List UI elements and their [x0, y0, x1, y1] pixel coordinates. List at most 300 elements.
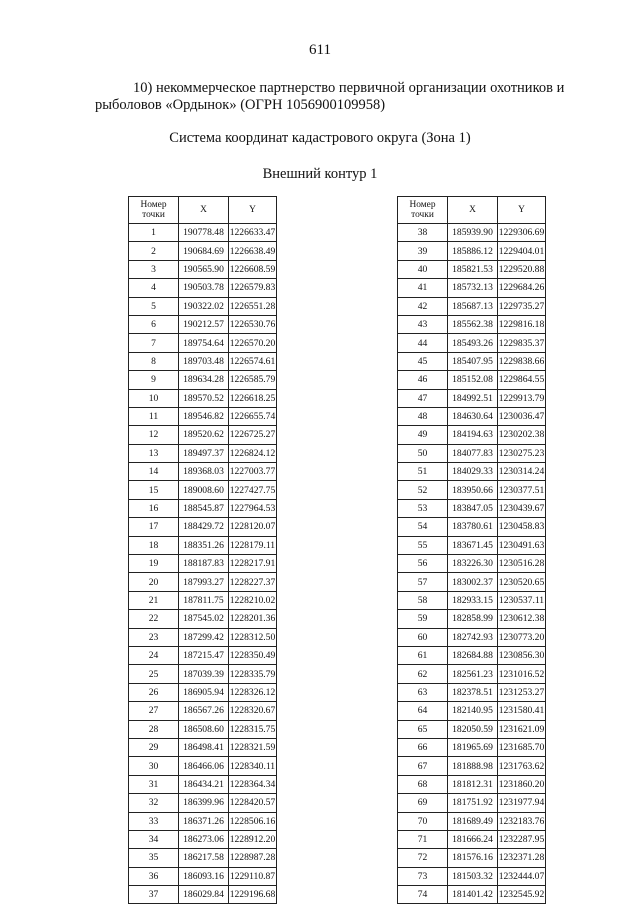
y-coordinate-cell: 1228201.36 [229, 610, 277, 628]
table-row [129, 573, 277, 591]
table-row [398, 794, 546, 812]
point-number-cell: 11 [129, 407, 179, 425]
x-coordinate-cell: 187215.47 [179, 646, 229, 664]
x-coordinate-cell: 182561.23 [448, 665, 498, 683]
y-coordinate-cell: 1226585.79 [229, 371, 277, 389]
header-point-number: Номер точки [129, 197, 179, 224]
x-coordinate-cell: 184077.83 [448, 444, 498, 462]
point-number-cell: 54 [398, 518, 448, 536]
table-row [398, 224, 546, 242]
y-coordinate-cell: 1226638.49 [229, 242, 277, 260]
x-coordinate-cell: 189546.82 [179, 407, 229, 425]
x-coordinate-cell: 181401.42 [448, 886, 498, 904]
x-coordinate-cell: 188429.72 [179, 518, 229, 536]
x-coordinate-cell: 182933.15 [448, 591, 498, 609]
point-number-cell: 14 [129, 463, 179, 481]
x-coordinate-cell: 183226.30 [448, 555, 498, 573]
table-row [129, 224, 277, 242]
table-row [398, 334, 546, 352]
y-coordinate-cell: 1232444.07 [498, 867, 546, 885]
contour-title: Внешний контур 1 [262, 166, 378, 182]
y-coordinate-cell: 1230491.63 [498, 536, 546, 554]
point-number-cell: 32 [129, 794, 179, 812]
x-coordinate-cell: 186273.06 [179, 830, 229, 848]
point-number-cell: 71 [398, 830, 448, 848]
point-number-cell: 23 [129, 628, 179, 646]
table-row [398, 279, 546, 297]
x-coordinate-cell: 189703.48 [179, 352, 229, 370]
y-coordinate-cell: 1228340.11 [229, 757, 277, 775]
point-number-cell: 1 [129, 224, 179, 242]
table-row [398, 665, 546, 683]
y-coordinate-cell: 1229835.37 [498, 334, 546, 352]
point-number-cell: 55 [398, 536, 448, 554]
y-coordinate-cell: 1231621.09 [498, 720, 546, 738]
x-coordinate-cell: 184194.63 [448, 426, 498, 444]
table-row [398, 297, 546, 315]
point-number-cell: 60 [398, 628, 448, 646]
point-number-cell: 35 [129, 849, 179, 867]
y-coordinate-cell: 1229684.26 [498, 279, 546, 297]
header-y: Y [498, 197, 546, 224]
y-coordinate-cell: 1226824.12 [229, 444, 277, 462]
table-row [398, 426, 546, 444]
table-row [129, 886, 277, 904]
x-coordinate-cell: 182858.99 [448, 610, 498, 628]
table-row [129, 720, 277, 738]
x-coordinate-cell: 186093.16 [179, 867, 229, 885]
coordinate-system-title: Система координат кадастрового округа (Зона 1) [169, 130, 471, 146]
point-number-cell: 28 [129, 720, 179, 738]
point-number-cell: 74 [398, 886, 448, 904]
point-number-cell: 70 [398, 812, 448, 830]
table-row [398, 591, 546, 609]
x-coordinate-cell: 188545.87 [179, 499, 229, 517]
table-row [129, 849, 277, 867]
y-coordinate-cell: 1228179.11 [229, 536, 277, 554]
table-row [129, 867, 277, 885]
x-coordinate-cell: 186371.26 [179, 812, 229, 830]
point-number-cell: 29 [129, 738, 179, 756]
x-coordinate-cell: 182140.95 [448, 702, 498, 720]
x-coordinate-cell: 190684.69 [179, 242, 229, 260]
point-number-cell: 61 [398, 646, 448, 664]
table-row [398, 352, 546, 370]
y-coordinate-cell: 1226574.61 [229, 352, 277, 370]
point-number-cell: 38 [398, 224, 448, 242]
y-coordinate-cell: 1228326.12 [229, 683, 277, 701]
x-coordinate-cell: 185562.38 [448, 315, 498, 333]
point-number-cell: 10 [129, 389, 179, 407]
x-coordinate-cell: 186434.21 [179, 775, 229, 793]
table-row [129, 444, 277, 462]
point-number-cell: 44 [398, 334, 448, 352]
x-coordinate-cell: 181666.24 [448, 830, 498, 848]
x-coordinate-cell: 186029.84 [179, 886, 229, 904]
point-number-cell: 40 [398, 260, 448, 278]
y-coordinate-cell: 1230856.30 [498, 646, 546, 664]
y-coordinate-cell: 1228364.34 [229, 775, 277, 793]
y-coordinate-cell: 1228335.79 [229, 665, 277, 683]
y-coordinate-cell: 1230314.24 [498, 463, 546, 481]
table-row [129, 279, 277, 297]
y-coordinate-cell: 1228350.49 [229, 646, 277, 664]
point-number-cell: 2 [129, 242, 179, 260]
point-number-cell: 49 [398, 426, 448, 444]
x-coordinate-cell: 181965.69 [448, 738, 498, 756]
y-coordinate-cell: 1230377.51 [498, 481, 546, 499]
y-coordinate-cell: 1226570.20 [229, 334, 277, 352]
x-coordinate-cell: 181888.98 [448, 757, 498, 775]
x-coordinate-cell: 189520.62 [179, 426, 229, 444]
point-number-cell: 3 [129, 260, 179, 278]
x-coordinate-cell: 184992.51 [448, 389, 498, 407]
table-row [398, 573, 546, 591]
y-coordinate-cell: 1232287.95 [498, 830, 546, 848]
point-number-cell: 12 [129, 426, 179, 444]
x-coordinate-cell: 186217.58 [179, 849, 229, 867]
table-row [398, 242, 546, 260]
point-number-cell: 56 [398, 555, 448, 573]
table-row [129, 812, 277, 830]
table-row [398, 371, 546, 389]
y-coordinate-cell: 1228321.59 [229, 738, 277, 756]
y-coordinate-cell: 1229520.88 [498, 260, 546, 278]
table-row [129, 702, 277, 720]
coordinates-table-right [397, 196, 546, 904]
y-coordinate-cell: 1232545.92 [498, 886, 546, 904]
y-coordinate-cell: 1231580.41 [498, 702, 546, 720]
point-number-cell: 65 [398, 720, 448, 738]
x-coordinate-cell: 189570.52 [179, 389, 229, 407]
x-coordinate-cell: 181751.92 [448, 794, 498, 812]
y-coordinate-cell: 1228420.57 [229, 794, 277, 812]
y-coordinate-cell: 1226633.47 [229, 224, 277, 242]
table-row [129, 610, 277, 628]
table-row [129, 499, 277, 517]
x-coordinate-cell: 186466.06 [179, 757, 229, 775]
y-coordinate-cell: 1228912.20 [229, 830, 277, 848]
table-row [129, 297, 277, 315]
x-coordinate-cell: 186905.94 [179, 683, 229, 701]
point-number-cell: 9 [129, 371, 179, 389]
table-row [398, 812, 546, 830]
point-number-cell: 17 [129, 518, 179, 536]
point-number-cell: 51 [398, 463, 448, 481]
y-coordinate-cell: 1226608.59 [229, 260, 277, 278]
table-row [398, 683, 546, 701]
x-coordinate-cell: 181812.31 [448, 775, 498, 793]
x-coordinate-cell: 185821.53 [448, 260, 498, 278]
table-row [129, 260, 277, 278]
x-coordinate-cell: 185407.95 [448, 352, 498, 370]
x-coordinate-cell: 187039.39 [179, 665, 229, 683]
y-coordinate-cell: 1228315.75 [229, 720, 277, 738]
x-coordinate-cell: 182742.93 [448, 628, 498, 646]
table-row [129, 315, 277, 333]
table-row [398, 757, 546, 775]
point-number-cell: 63 [398, 683, 448, 701]
x-coordinate-cell: 189368.03 [179, 463, 229, 481]
y-coordinate-cell: 1227964.53 [229, 499, 277, 517]
table-row [129, 407, 277, 425]
y-coordinate-cell: 1229913.79 [498, 389, 546, 407]
table-row [398, 536, 546, 554]
x-coordinate-cell: 183950.66 [448, 481, 498, 499]
y-coordinate-cell: 1231253.27 [498, 683, 546, 701]
x-coordinate-cell: 181576.16 [448, 849, 498, 867]
point-number-cell: 67 [398, 757, 448, 775]
x-coordinate-cell: 190503.78 [179, 279, 229, 297]
page-number: 611 [309, 42, 331, 58]
table-row [129, 628, 277, 646]
point-number-cell: 30 [129, 757, 179, 775]
y-coordinate-cell: 1228210.02 [229, 591, 277, 609]
x-coordinate-cell: 185152.08 [448, 371, 498, 389]
y-coordinate-cell: 1232183.76 [498, 812, 546, 830]
point-number-cell: 39 [398, 242, 448, 260]
table-row [129, 242, 277, 260]
x-coordinate-cell: 188187.83 [179, 555, 229, 573]
x-coordinate-cell: 182050.59 [448, 720, 498, 738]
y-coordinate-cell: 1230537.11 [498, 591, 546, 609]
point-number-cell: 22 [129, 610, 179, 628]
point-number-cell: 68 [398, 775, 448, 793]
point-number-cell: 15 [129, 481, 179, 499]
table-row [398, 389, 546, 407]
point-number-cell: 48 [398, 407, 448, 425]
y-coordinate-cell: 1231763.62 [498, 757, 546, 775]
header-point-number: Номер точки [398, 197, 448, 224]
table-row [129, 830, 277, 848]
table-row [129, 463, 277, 481]
x-coordinate-cell: 189754.64 [179, 334, 229, 352]
table-row [398, 444, 546, 462]
coordinates-table-left [128, 196, 277, 904]
y-coordinate-cell: 1227427.75 [229, 481, 277, 499]
y-coordinate-cell: 1229404.01 [498, 242, 546, 260]
y-coordinate-cell: 1231016.52 [498, 665, 546, 683]
x-coordinate-cell: 190322.02 [179, 297, 229, 315]
table-row [129, 775, 277, 793]
point-number-cell: 64 [398, 702, 448, 720]
x-coordinate-cell: 183671.45 [448, 536, 498, 554]
table-row [129, 426, 277, 444]
y-coordinate-cell: 1231977.94 [498, 794, 546, 812]
table-row [398, 849, 546, 867]
x-coordinate-cell: 183002.37 [448, 573, 498, 591]
point-number-cell: 45 [398, 352, 448, 370]
x-coordinate-cell: 182684.88 [448, 646, 498, 664]
table-row [398, 555, 546, 573]
y-coordinate-cell: 1228506.16 [229, 812, 277, 830]
y-coordinate-cell: 1226725.27 [229, 426, 277, 444]
y-coordinate-cell: 1230520.65 [498, 573, 546, 591]
x-coordinate-cell: 190565.90 [179, 260, 229, 278]
point-number-cell: 62 [398, 665, 448, 683]
x-coordinate-cell: 185939.90 [448, 224, 498, 242]
y-coordinate-cell: 1228320.67 [229, 702, 277, 720]
point-number-cell: 69 [398, 794, 448, 812]
y-coordinate-cell: 1229306.69 [498, 224, 546, 242]
table-row [129, 757, 277, 775]
point-number-cell: 19 [129, 555, 179, 573]
y-coordinate-cell: 1228312.50 [229, 628, 277, 646]
x-coordinate-cell: 186508.60 [179, 720, 229, 738]
table-row [129, 665, 277, 683]
y-coordinate-cell: 1229864.55 [498, 371, 546, 389]
table-row [398, 407, 546, 425]
x-coordinate-cell: 184630.64 [448, 407, 498, 425]
point-number-cell: 59 [398, 610, 448, 628]
organization-title-line-1: 10) некоммерческое партнерство первичной организации охотников и [133, 80, 565, 96]
point-number-cell: 46 [398, 371, 448, 389]
y-coordinate-cell: 1226618.25 [229, 389, 277, 407]
y-coordinate-cell: 1230612.38 [498, 610, 546, 628]
point-number-cell: 53 [398, 499, 448, 517]
point-number-cell: 72 [398, 849, 448, 867]
y-coordinate-cell: 1230202.38 [498, 426, 546, 444]
y-coordinate-cell: 1230516.28 [498, 555, 546, 573]
y-coordinate-cell: 1229816.18 [498, 315, 546, 333]
table-row [398, 720, 546, 738]
x-coordinate-cell: 185493.26 [448, 334, 498, 352]
x-coordinate-cell: 182378.51 [448, 683, 498, 701]
table-row [398, 646, 546, 664]
y-coordinate-cell: 1231685.70 [498, 738, 546, 756]
table-row [129, 555, 277, 573]
table-row [398, 886, 546, 904]
point-number-cell: 33 [129, 812, 179, 830]
x-coordinate-cell: 187299.42 [179, 628, 229, 646]
y-coordinate-cell: 1227003.77 [229, 463, 277, 481]
y-coordinate-cell: 1230439.67 [498, 499, 546, 517]
table-row [129, 536, 277, 554]
table-row [398, 702, 546, 720]
x-coordinate-cell: 190212.57 [179, 315, 229, 333]
y-coordinate-cell: 1228987.28 [229, 849, 277, 867]
table-row [398, 628, 546, 646]
y-coordinate-cell: 1230275.23 [498, 444, 546, 462]
x-coordinate-cell: 187545.02 [179, 610, 229, 628]
x-coordinate-cell: 189008.60 [179, 481, 229, 499]
point-number-cell: 31 [129, 775, 179, 793]
point-number-cell: 34 [129, 830, 179, 848]
x-coordinate-cell: 186498.41 [179, 738, 229, 756]
y-coordinate-cell: 1228120.07 [229, 518, 277, 536]
point-number-cell: 47 [398, 389, 448, 407]
header-x: X [179, 197, 229, 224]
y-coordinate-cell: 1226655.74 [229, 407, 277, 425]
table-row [129, 371, 277, 389]
table-row [129, 389, 277, 407]
y-coordinate-cell: 1230458.83 [498, 518, 546, 536]
x-coordinate-cell: 185687.13 [448, 297, 498, 315]
table-row [129, 518, 277, 536]
x-coordinate-cell: 183780.61 [448, 518, 498, 536]
point-number-cell: 26 [129, 683, 179, 701]
point-number-cell: 25 [129, 665, 179, 683]
x-coordinate-cell: 181689.49 [448, 812, 498, 830]
point-number-cell: 50 [398, 444, 448, 462]
point-number-cell: 7 [129, 334, 179, 352]
point-number-cell: 27 [129, 702, 179, 720]
table-row [129, 683, 277, 701]
table-row [398, 867, 546, 885]
table-row [398, 775, 546, 793]
point-number-cell: 52 [398, 481, 448, 499]
table-row [129, 646, 277, 664]
x-coordinate-cell: 186399.96 [179, 794, 229, 812]
point-number-cell: 6 [129, 315, 179, 333]
x-coordinate-cell: 187993.27 [179, 573, 229, 591]
point-number-cell: 43 [398, 315, 448, 333]
point-number-cell: 36 [129, 867, 179, 885]
organization-title-line-2: рыболовов «Ордынок» (ОГРН 1056900109958) [95, 97, 386, 113]
table-row [398, 463, 546, 481]
x-coordinate-cell: 189497.37 [179, 444, 229, 462]
point-number-cell: 4 [129, 279, 179, 297]
table-header-row [129, 197, 277, 224]
x-coordinate-cell: 187811.75 [179, 591, 229, 609]
table-row [129, 352, 277, 370]
y-coordinate-cell: 1229196.68 [229, 886, 277, 904]
y-coordinate-cell: 1228217.91 [229, 555, 277, 573]
y-coordinate-cell: 1232371.28 [498, 849, 546, 867]
table-row [398, 315, 546, 333]
table-row [129, 794, 277, 812]
table-row [398, 610, 546, 628]
x-coordinate-cell: 185732.13 [448, 279, 498, 297]
table-row [129, 738, 277, 756]
y-coordinate-cell: 1229838.66 [498, 352, 546, 370]
table-row [129, 334, 277, 352]
x-coordinate-cell: 185886.12 [448, 242, 498, 260]
y-coordinate-cell: 1226551.28 [229, 297, 277, 315]
y-coordinate-cell: 1229735.27 [498, 297, 546, 315]
point-number-cell: 20 [129, 573, 179, 591]
point-number-cell: 13 [129, 444, 179, 462]
x-coordinate-cell: 181503.32 [448, 867, 498, 885]
table-row [398, 518, 546, 536]
table-row [398, 499, 546, 517]
y-coordinate-cell: 1230036.47 [498, 407, 546, 425]
table-header-row [398, 197, 546, 224]
point-number-cell: 24 [129, 646, 179, 664]
y-coordinate-cell: 1228227.37 [229, 573, 277, 591]
point-number-cell: 37 [129, 886, 179, 904]
x-coordinate-cell: 184029.33 [448, 463, 498, 481]
table-row [129, 591, 277, 609]
table-row [398, 481, 546, 499]
point-number-cell: 8 [129, 352, 179, 370]
point-number-cell: 18 [129, 536, 179, 554]
point-number-cell: 58 [398, 591, 448, 609]
point-number-cell: 41 [398, 279, 448, 297]
y-coordinate-cell: 1226579.83 [229, 279, 277, 297]
header-x: X [448, 197, 498, 224]
y-coordinate-cell: 1229110.87 [229, 867, 277, 885]
table-row [398, 260, 546, 278]
point-number-cell: 42 [398, 297, 448, 315]
point-number-cell: 16 [129, 499, 179, 517]
y-coordinate-cell: 1231860.20 [498, 775, 546, 793]
y-coordinate-cell: 1230773.20 [498, 628, 546, 646]
point-number-cell: 5 [129, 297, 179, 315]
table-row [398, 830, 546, 848]
point-number-cell: 21 [129, 591, 179, 609]
table-row [129, 481, 277, 499]
